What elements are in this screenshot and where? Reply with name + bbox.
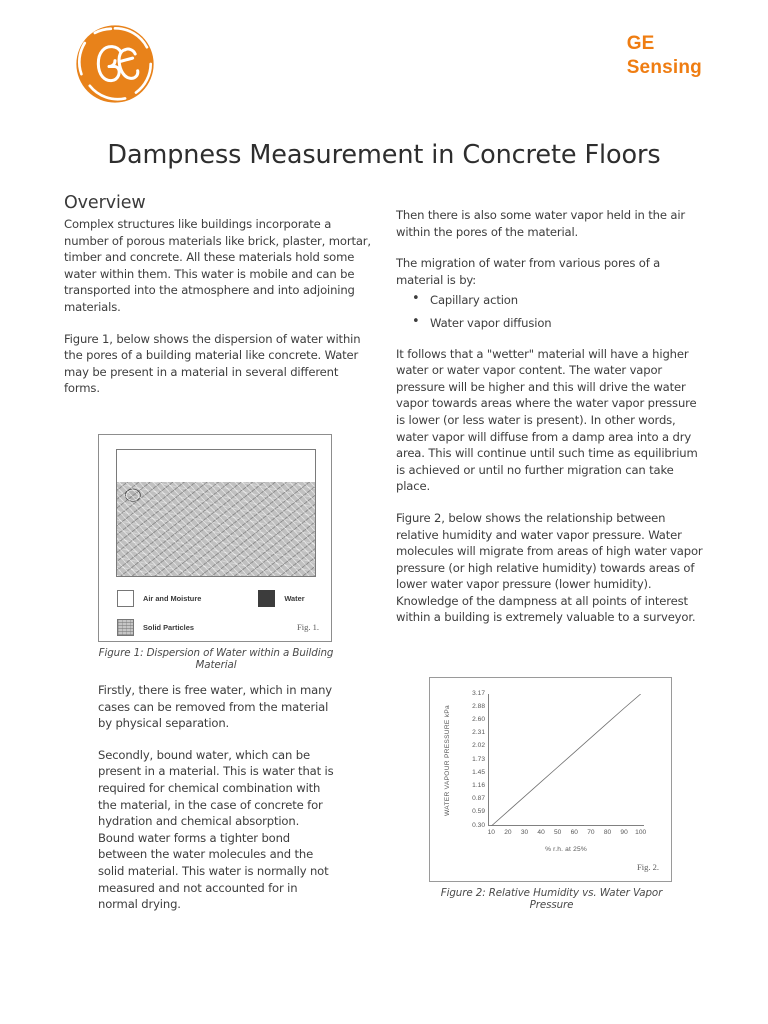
figure-1-tag: Fig. 1. — [297, 622, 319, 632]
chart-x-axis-title: % r.h. at 25% — [545, 846, 587, 853]
figure-1-caption: Figure 1: Dispersion of Water within a Building Material — [98, 647, 334, 671]
chart-y-tick: 1.16 — [472, 781, 485, 789]
legend-swatch-water-icon — [258, 590, 275, 607]
paragraph: Secondly, bound water, which can be present in a material. This is water that is required for chemical combination with the material, in the case of concrete for hydration and chemical absorption. Bound water forms a tighter bond between the water molecules and the solid material. This water is normally not measured and not accounted for in normal drying. — [98, 747, 334, 912]
figure-2-caption: Figure 2: Relative Humidity vs. Water Vapor Pressure — [440, 887, 663, 911]
chart-y-tick: 2.02 — [472, 742, 485, 750]
legend-label: Water — [284, 594, 305, 603]
chart-y-tick: 0.59 — [472, 808, 485, 816]
chart-y-tick: 1.45 — [472, 768, 485, 776]
paragraph: Figure 2, below shows the relationship between relative humidity and water vapor pressure. Water molecules will migrate from areas of high water vapor pressure (or high relative humidity) towards areas of lower water vapor pressure (lower humidity). Knowledge of the dampness at all points of interest within a building is extremely valuable to a surveyor. — [396, 510, 703, 625]
legend-label: Air and Moisture — [143, 594, 202, 603]
chart-plot-area — [472, 689, 647, 836]
chart-series-line — [488, 694, 644, 826]
chart-y-axis-title-text: WATER VAPOUR PRESSURE kPa — [444, 704, 452, 816]
chart-y-tick: 0.87 — [472, 795, 485, 803]
chart-x-tick: 30 — [520, 829, 529, 836]
section-heading-overview: Overview — [64, 193, 146, 213]
chart-x-tick: 80 — [603, 829, 612, 836]
chart-y-tick: 2.31 — [472, 729, 485, 737]
list-item: • Water vapor diffusion — [430, 315, 706, 332]
chart-x-tick: 50 — [554, 829, 562, 836]
legend-swatch-solid-icon — [117, 619, 134, 636]
chart-x-tick: 100 — [635, 829, 647, 836]
brand-lockup — [627, 32, 702, 81]
legend-item-air-and-moisture — [117, 590, 201, 607]
legend-row — [117, 619, 317, 636]
chart-x-tick: 70 — [587, 829, 595, 836]
figure-2-tag: Fig. 2. — [637, 862, 659, 872]
paragraph: Then there is also some water vapor held in the air within the pores of the material. — [396, 208, 686, 239]
concrete-texture — [117, 482, 315, 576]
page-header — [0, 0, 768, 118]
legend-swatch-air-icon — [117, 590, 134, 607]
chart-y-tick: 0.30 — [472, 821, 485, 829]
chart-y-tick: 2.60 — [472, 715, 485, 723]
chart-y-tick: 1.73 — [472, 755, 485, 763]
legend-row — [117, 590, 317, 607]
chart-x-tick: 90 — [620, 829, 628, 836]
ge-logo-icon — [73, 22, 157, 106]
chart-x-tick: 20 — [504, 829, 512, 836]
paragraph: The migration of water from various pores of a material is by: — [396, 256, 661, 287]
figure-2-frame — [429, 677, 672, 882]
paragraph: Figure 1, below shows the dispersion of water within the pores of a building material like concrete. Water may be present in a material in several different forms. — [64, 331, 361, 396]
chart-y-axis-title — [442, 694, 454, 826]
legend-item-solid-particles — [117, 619, 194, 636]
paragraph: It follows that a "wetter" material will have a higher water or water vapor content. The water vapor pressure will be higher and this will drive the water vapor towards areas where the water vapor pressure is lower (or less water is present). In other words, water vapor will diffuse from a damp area into a dry area. This will continue until such time as equilibrium is achieved or until no further migration can take place. — [396, 346, 698, 494]
paragraph: Complex structures like buildings incorporate a number of porous materials like brick, plaster, mortar, timber and concrete. All these materials hold some water within them. This water is mobile and can be transported into the atmosphere and into adjoining materials. — [64, 217, 371, 314]
page-title: Dampness Measurement in Concrete Floors — [107, 140, 661, 170]
chart-x-tick: 40 — [537, 829, 545, 836]
brand-line-ge: GE — [626, 33, 655, 54]
figure-1-frame — [98, 434, 332, 642]
left-column — [64, 193, 374, 412]
concrete-cross-section-image — [116, 449, 316, 577]
legend-label: Solid Particles — [143, 623, 194, 632]
paragraph: Firstly, there is free water, which in many cases can be removed from the material by physical separation. — [98, 683, 332, 731]
figure-2 — [429, 677, 674, 922]
chart-y-tick: 3.17 — [472, 689, 485, 697]
brand-line-sensing: Sensing — [626, 57, 702, 79]
migration-methods-list — [396, 292, 706, 331]
chart-x-tick: 10 — [487, 829, 495, 836]
chart-y-tick: 2.88 — [472, 702, 485, 710]
figure-1 — [98, 434, 334, 928]
legend-item-water — [258, 590, 304, 607]
list-item: • Capillary action — [430, 292, 706, 309]
right-column — [396, 207, 706, 641]
figure-1-legend — [117, 590, 317, 648]
chart-x-tick-labels — [487, 829, 647, 841]
chart-x-tick: 60 — [570, 829, 578, 836]
chart-y-tick-labels — [454, 690, 485, 830]
